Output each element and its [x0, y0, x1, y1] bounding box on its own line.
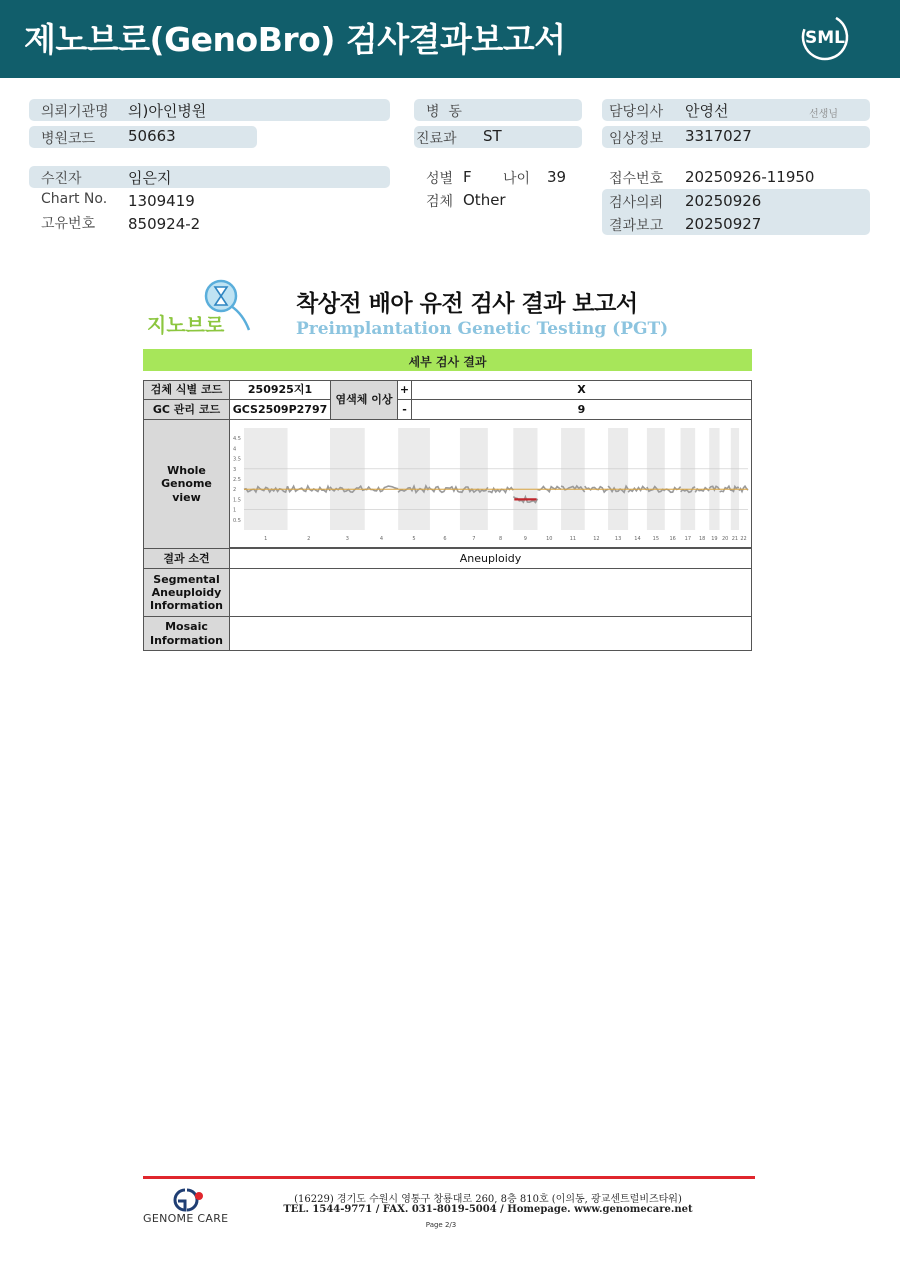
- sml-logo: [800, 12, 850, 62]
- doctor-label: 담당의사: [609, 104, 664, 120]
- report-date-label: 결과보고: [609, 218, 664, 234]
- chromosome-band-9: [513, 428, 537, 530]
- chromosome-abnormality-label: 염색체 이상: [330, 380, 398, 420]
- chart-no-value: 1309419: [128, 192, 195, 210]
- x-tick-9: 9: [523, 536, 527, 542]
- chromosome-band-5: [398, 428, 430, 530]
- chromosome-band-13: [608, 428, 628, 530]
- footer-address: (16229) 경기도 수원시 영통구 창룡대로 260, 8층 810호 (이의동, 광교센트럴비즈타워): [294, 1194, 682, 1205]
- x-tick-21: 21: [731, 536, 739, 542]
- whole-genome-view-label: Whole Genome view: [143, 419, 230, 549]
- x-tick-2: 2: [307, 536, 311, 542]
- x-tick-17: 17: [684, 536, 692, 542]
- page-number: Page 2/3: [425, 1221, 457, 1229]
- x-tick-6: 6: [443, 536, 447, 542]
- sample-id-label: 검체 식별 코드: [143, 380, 230, 400]
- genobro-logo: [145, 278, 260, 340]
- genobro-logo-swoosh: [231, 306, 249, 330]
- segmental-aneuploidy-value: [229, 568, 752, 617]
- y-tick-1.5: 1.5: [233, 497, 241, 504]
- y-tick-4.5: 4.5: [233, 436, 241, 443]
- clinical-label: 임상정보: [609, 131, 664, 147]
- genobro-logo-text: 지노브로: [147, 313, 225, 337]
- chromosome-band-7: [460, 428, 488, 530]
- chromosome-band-3: [330, 428, 365, 530]
- x-tick-22: 22: [740, 536, 747, 542]
- receipt-value: 20250926-11950: [685, 168, 815, 186]
- hospital-code-value: 50663: [128, 127, 176, 145]
- footer-contact: TEL. 1544-9771 / FAX. 031-8019-5004 / Homepage. www.genomecare.net: [283, 1204, 693, 1215]
- chart-no-label: Chart No.: [41, 191, 108, 207]
- sample-id-value: 250925지1: [229, 380, 331, 400]
- sex-label: 성별: [426, 171, 454, 187]
- request-label: 검사의뢰: [609, 195, 664, 211]
- y-tick-2: 2: [233, 487, 237, 494]
- mosaic-label: Mosaic Information: [143, 616, 230, 651]
- y-tick-3.5: 3.5: [233, 456, 241, 463]
- x-tick-3: 3: [345, 536, 349, 542]
- chromosome-band-19: [709, 428, 719, 530]
- copy-number-chr-18: [695, 488, 709, 493]
- x-tick-19: 19: [711, 536, 718, 542]
- gain-chromosomes: X: [411, 380, 752, 400]
- sex-value: F: [463, 168, 472, 186]
- x-tick-5: 5: [412, 536, 416, 542]
- section-title: 세부 검사 결과: [408, 355, 487, 369]
- whole-genome-view: [229, 419, 752, 548]
- institution-value: 의)아인병원: [128, 102, 207, 120]
- chromosome-band-1: [244, 428, 288, 530]
- x-tick-11: 11: [569, 536, 577, 542]
- x-tick-20: 20: [721, 536, 729, 542]
- page-header: [0, 0, 900, 78]
- y-tick-1: 1: [233, 507, 237, 514]
- report-title-english: Preimplantation Genetic Testing (PGT): [296, 319, 669, 339]
- x-tick-15: 15: [652, 536, 660, 542]
- x-tick-4: 4: [379, 536, 384, 542]
- y-tick-3: 3: [233, 466, 237, 473]
- loss-sign: -: [397, 399, 412, 420]
- dept-label: 진료과: [416, 131, 457, 147]
- gc-code-label: GC 관리 코드: [143, 399, 230, 420]
- doctor-suffix: 선생님: [809, 109, 838, 120]
- age-value: 39: [547, 168, 567, 186]
- x-tick-10: 10: [546, 536, 553, 542]
- result-value: Aneuploidy: [229, 548, 752, 569]
- x-tick-8: 8: [498, 536, 503, 542]
- copy-number-chr-8: [488, 488, 514, 493]
- hospital-code-label: 병원코드: [41, 131, 96, 147]
- doctor-value: 안영선: [685, 102, 729, 120]
- clinical-value: 3317027: [685, 127, 752, 145]
- institution-label: 의뢰기관명: [41, 104, 109, 120]
- report-title-korean: 착상전 배아 유전 검사 결과 보고서: [296, 291, 638, 317]
- page-title: 제노브로(GenoBro) 검사결과보고서: [24, 20, 566, 59]
- result-label: 결과 소견: [143, 548, 230, 569]
- y-tick-2.5: 2.5: [233, 477, 241, 483]
- unique-no-value: 850924-2: [128, 215, 201, 233]
- report-date-value: 20250927: [685, 215, 762, 233]
- gc-code-value: GCS2509P2797: [229, 399, 331, 420]
- patient-label: 수진자: [41, 171, 82, 187]
- x-tick-18: 18: [698, 536, 706, 542]
- chromosome-band-15: [647, 428, 665, 530]
- patient-value: 임은지: [128, 169, 172, 187]
- x-tick-14: 14: [634, 536, 641, 542]
- x-tick-7: 7: [472, 536, 476, 542]
- y-tick-0.5: 0.5: [233, 517, 241, 524]
- x-tick-12: 12: [593, 536, 600, 542]
- patient-row: [29, 166, 390, 188]
- chromosome-band-11: [561, 428, 585, 530]
- age-label: 나이: [503, 171, 531, 187]
- chromosome-band-21: [731, 428, 739, 530]
- ward-label: 병 동: [426, 104, 462, 120]
- section-header: [143, 349, 752, 371]
- chromosome-band-17: [681, 428, 696, 530]
- specimen-label: 검체: [426, 194, 454, 210]
- x-tick-16: 16: [669, 536, 676, 542]
- segmental-aneuploidy-label: Segmental Aneuploidy Information: [143, 568, 230, 617]
- receipt-label: 접수번호: [609, 171, 664, 187]
- loss-chromosomes: 9: [411, 399, 752, 420]
- dept-value: ST: [483, 127, 502, 145]
- whole-genome-chart: [230, 420, 751, 547]
- request-value: 20250926: [685, 192, 762, 210]
- genome-care-logo-icon: [163, 1186, 209, 1214]
- specimen-value: Other: [463, 191, 506, 209]
- x-tick-1: 1: [264, 536, 268, 542]
- x-tick-13: 13: [614, 536, 622, 542]
- unique-no-label: 고유번호: [41, 216, 96, 232]
- gain-sign: +: [397, 380, 412, 400]
- genome-care-logo-text: GENOME CARE: [143, 1212, 229, 1225]
- sml-logo-text: SML: [805, 28, 845, 48]
- mosaic-value: [229, 616, 752, 651]
- footer-divider: [143, 1176, 755, 1179]
- y-tick-4: 4: [233, 446, 237, 453]
